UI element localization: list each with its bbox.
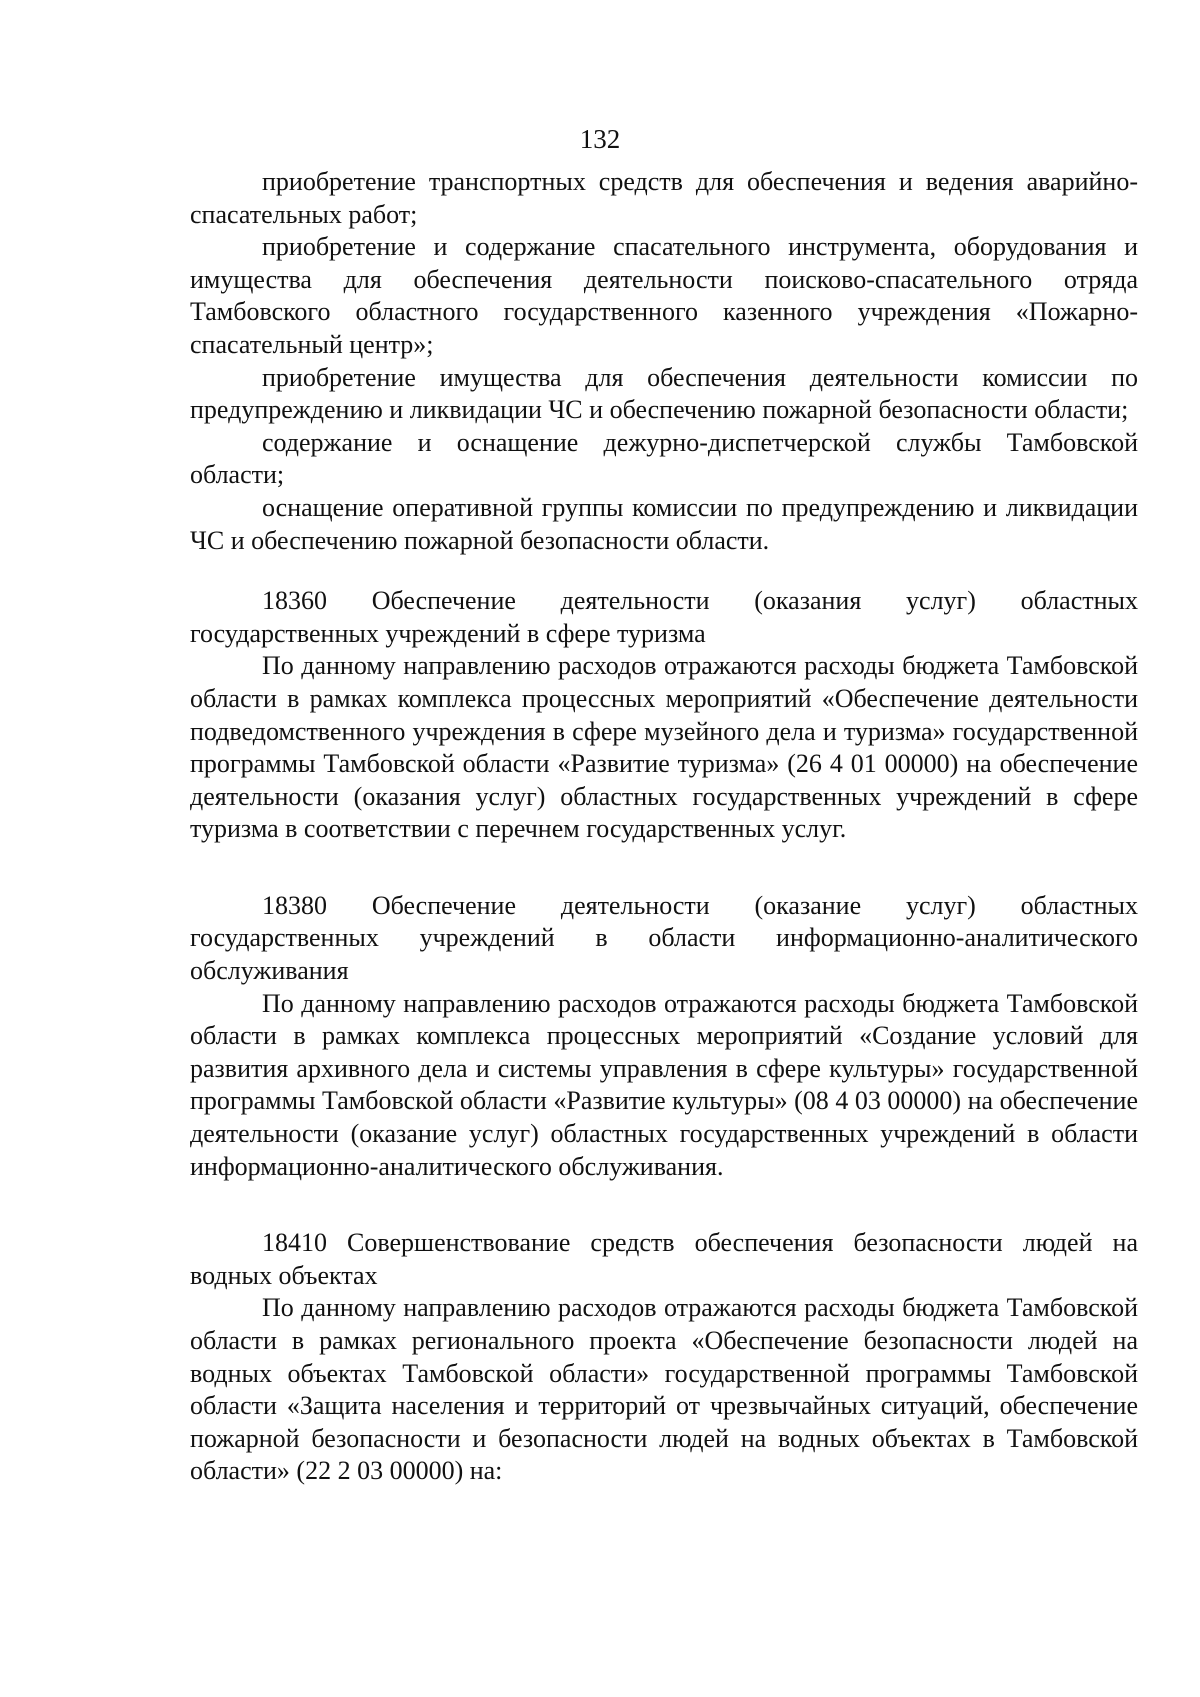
list-item: приобретение транспортных средств для обеспечения и ведения аварийно-спасательных работ;	[190, 167, 1138, 229]
section-body-18360: По данному направлению расходов отражаются расходы бюджета Тамбовской области в рамках комплекса процессных мероприятий «Обеспечение деятельности подведомственного учреждения в сфере музейного дела и туризма» государственной программы Тамбовской области «Развитие туризма» (26 4 01 00000) на обеспечение деятельности (оказания услуг) областных государственных учреждений в сфере туризма в соответствии с перечнем государственных услуг.	[190, 651, 1138, 844]
section-body-18380: По данному направлению расходов отражаются расходы бюджета Тамбовской области в рамках комплекса процессных мероприятий «Создание условий для развития архивного дела и системы управления в сфере культуры» государственной программы Тамбовской области «Развитие культуры» (08 4 03 00000) на обеспечение деятельности (оказание услуг) областных государственных учреждений в области информационно-аналитического обслуживания.	[190, 988, 1138, 1181]
list-item: оснащение оперативной группы комиссии по предупреждению и ликвидации ЧС и обеспечению пожарной безопасности области.	[190, 492, 1138, 555]
section-heading-18360: 18360 Обеспечение деятельности (оказания услуг) областных государственных учреждений в сфере туризма	[190, 586, 1138, 648]
section-body-18410: По данному направлению расходов отражаются расходы бюджета Тамбовской области в рамках регионального проекта «Обеспечение безопасности людей на водных объектах Тамбовской области» государственной программы Тамбовской области «Защита населения и территорий от чрезвычайных ситуаций, обеспечение пожарной безопасности и безопасности людей на водных объектах в Тамбовской области» (22 2 03 00000) на:	[190, 1293, 1138, 1486]
list-item: приобретение имущества для обеспечения деятельности комиссии по предупреждению и ликвидации ЧС и обеспечению пожарной безопасности области;	[190, 362, 1138, 425]
list-item: приобретение и содержание спасательного инструмента, оборудования и имущества для обеспечения деятельности поисково-спасательного отряда Тамбовского областного государственного казенного учреждения «Пожарно-спасательный центр»;	[190, 232, 1138, 359]
list-item: содержание и оснащение дежурно-диспетчерской службы Тамбовской области;	[190, 427, 1138, 490]
page-number: 132	[579, 124, 621, 154]
document-body	[190, 166, 1138, 1488]
section-heading-18410: 18410 Совершенствование средств обеспечения безопасности людей на водных объектах	[190, 1228, 1138, 1290]
section-heading-18380: 18380 Обеспечение деятельности (оказание услуг) областных государственных учреждений в области информационно-аналитического обслуживания	[190, 890, 1138, 986]
